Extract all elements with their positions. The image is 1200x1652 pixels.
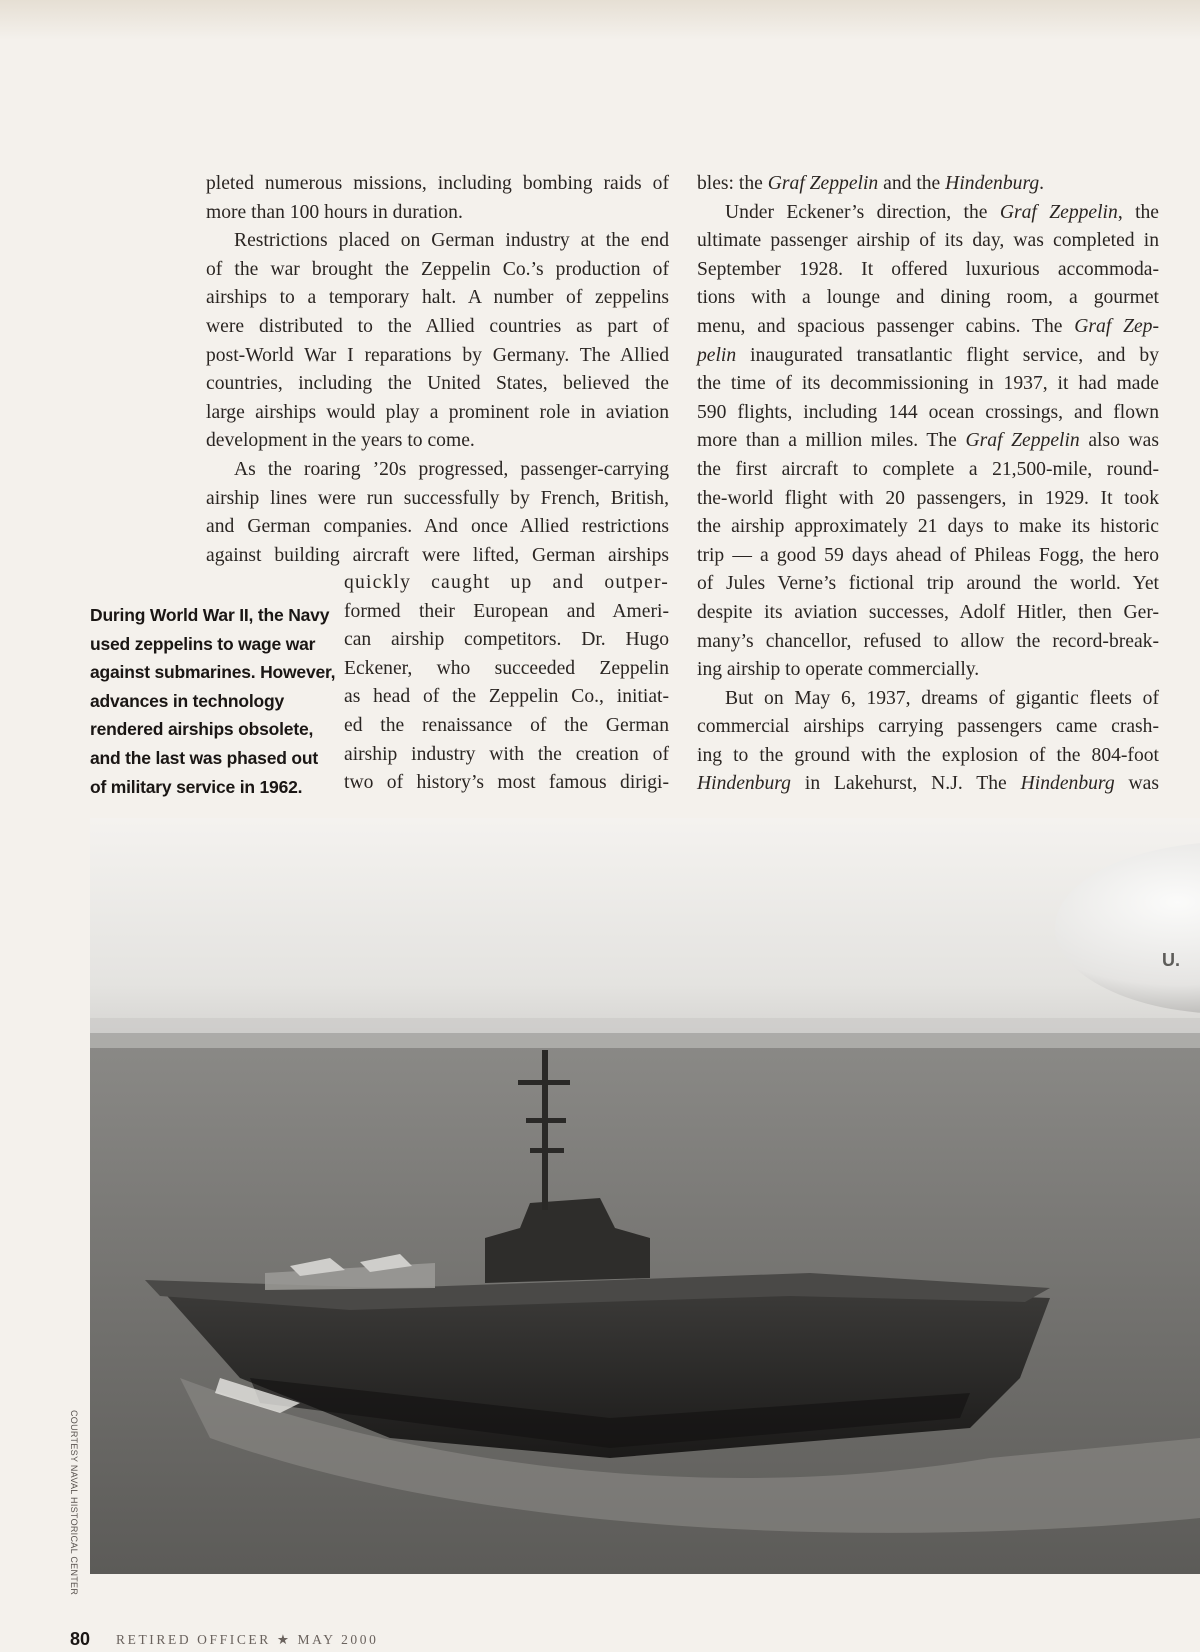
text-line: the first aircraft to complete a 21,500-mile, round- [697,458,1159,480]
italic-title: Graf Zeppelin [965,430,1080,452]
text-line: were distributed to the Allied countries as part of [206,315,669,337]
text-line: trip — a good 59 days ahead of Phileas Fogg, the hero [697,544,1159,566]
text-run: Under Eckener’s direction, the [725,201,1000,223]
text-line: despite its aviation successes, Adolf Hitler, then Ger- [697,601,1159,623]
photo-illustration [90,818,1200,1574]
italic-title: Hindenburg [945,173,1040,194]
text-line: As the roaring ’20s progressed, passenger-carrying [234,458,669,480]
sidebar-caption [90,601,336,801]
paragraph [206,170,669,227]
text-run: . [1039,173,1045,194]
horizon-haze [90,1018,1200,1048]
text-line [697,427,1159,456]
text-run: bles: the [697,173,768,194]
blimp-marking: U. [1162,950,1180,970]
text-line: and German companies. And once Allied restrictions [206,516,669,538]
text-line [697,770,1159,799]
caption-line: rendered airships obsolete, [90,719,314,740]
text-line: the-world flight with 20 passengers, in 1929. It took [697,487,1159,509]
article-left-column-top [206,170,669,570]
text-line: the airship approximately 21 days to make its historic [697,516,1159,538]
text-line: 590 flights, including 144 ocean crossings, and flown [697,401,1159,423]
text-line: large airships would play a prominent role in aviation [206,401,669,423]
caption-line: During World War II, the Navy [90,605,330,625]
text-line: pleted numerous missions, including bombing raids of [206,173,669,194]
italic-title: Hindenburg [697,773,791,795]
italic-title: Graf Zeppelin [999,201,1118,223]
text-line: airship industry with the creation of [344,743,669,765]
text-line: as head of the Zeppelin Co., initiat- [344,686,669,708]
paragraph [206,227,669,456]
mast-yard [530,1148,564,1153]
text-line: commercial airships carrying passengers came crash- [697,716,1159,738]
paragraph [206,456,669,570]
sky [90,818,1200,1040]
text-line: against building aircraft were lifted, German airships [206,544,669,566]
italic-title: pelin [697,344,737,366]
text-line: post-World War I reparations by Germany. The Allied [206,344,669,366]
text-run: in Lakehurst, N.J. The [790,773,1021,795]
carrier-mast [542,1050,548,1210]
text-line: can airship competitors. Dr. Hugo [344,629,669,651]
article-left-column-bottom [344,569,669,798]
text-line: many’s chancellor, refused to allow the record-break- [697,630,1159,652]
text-run: inaugurated transatlantic flight service, and by [736,344,1159,366]
text-line: But on May 6, 1937, dreams of gigantic fleets of [725,687,1159,709]
text-line: of Jules Verne’s fictional trip around the world. Yet [697,573,1159,595]
italic-title: Graf Zep- [1074,315,1159,337]
text-line: airship lines were run successfully by French, British, [206,487,669,509]
text-line [697,313,1159,342]
text-line: quickly caught up and outper- [344,572,669,593]
text-line: two of history’s most famous dirigi- [344,772,669,794]
text-run: and the [878,173,946,194]
text-run: also was [1079,430,1159,452]
text-line: tions with a lounge and dining room, a gourmet [697,287,1159,309]
paragraph [697,685,1159,799]
caption-line: used zeppelins to wage war [90,633,316,654]
text-line: September 1928. It offered luxurious accommoda- [697,258,1159,280]
photo-credit: COURTESY NAVAL HISTORICAL CENTER [69,1410,79,1596]
mast-yard [518,1080,570,1085]
text-line: ultimate passenger airship of its day, was completed in [697,230,1159,252]
text-line: of the war brought the Zeppelin Co.’s production of [206,258,669,280]
text-run: more than a million miles. The [697,430,966,452]
paragraph [697,199,1159,685]
italic-title: Hindenburg [1020,773,1115,795]
text-line [697,199,1159,228]
page-number: 80 [70,1629,91,1649]
text-line: ing to the ground with the explosion of the 804-foot [697,744,1159,766]
paragraph [697,170,1159,199]
text-line: development in the years to come. [206,430,475,452]
page-top-shade [0,0,1200,40]
text-line [697,170,1159,199]
aircraft-carrier-and-blimp-photo [90,818,1200,1574]
text-line: formed their European and Ameri- [344,600,669,622]
caption-line: and the last was phased out [90,747,318,768]
text-run: menu, and spacious passenger cabins. The [697,315,1075,337]
text-line: more than 100 hours in duration. [206,201,463,223]
text-line: ed the renaissance of the German [344,714,669,736]
caption-line: advances in technology [90,690,284,711]
text-line [697,342,1159,371]
running-footer: RETIRED OFFICER ★ MAY 2000 [116,1632,379,1647]
caption-line: against submarines. However, [90,662,336,683]
italic-title: Graf Zeppelin [767,173,879,194]
text-line: countries, including the United States, believed the [206,373,669,395]
text-line: Restrictions placed on German industry at the end [234,230,669,252]
text-line: ing airship to operate commercially. [697,659,980,681]
article-right-column [697,170,1159,799]
text-line: Eckener, who succeeded Zeppelin [344,657,669,679]
caption-line: of military service in 1962. [90,776,303,797]
mast-yard [526,1118,566,1123]
text-run: was [1114,773,1159,795]
text-line: the time of its decommissioning in 1937, it had made [697,373,1159,395]
text-run: , the [1117,201,1160,223]
text-line: airships to a temporary halt. A number of zeppelins [206,287,669,309]
